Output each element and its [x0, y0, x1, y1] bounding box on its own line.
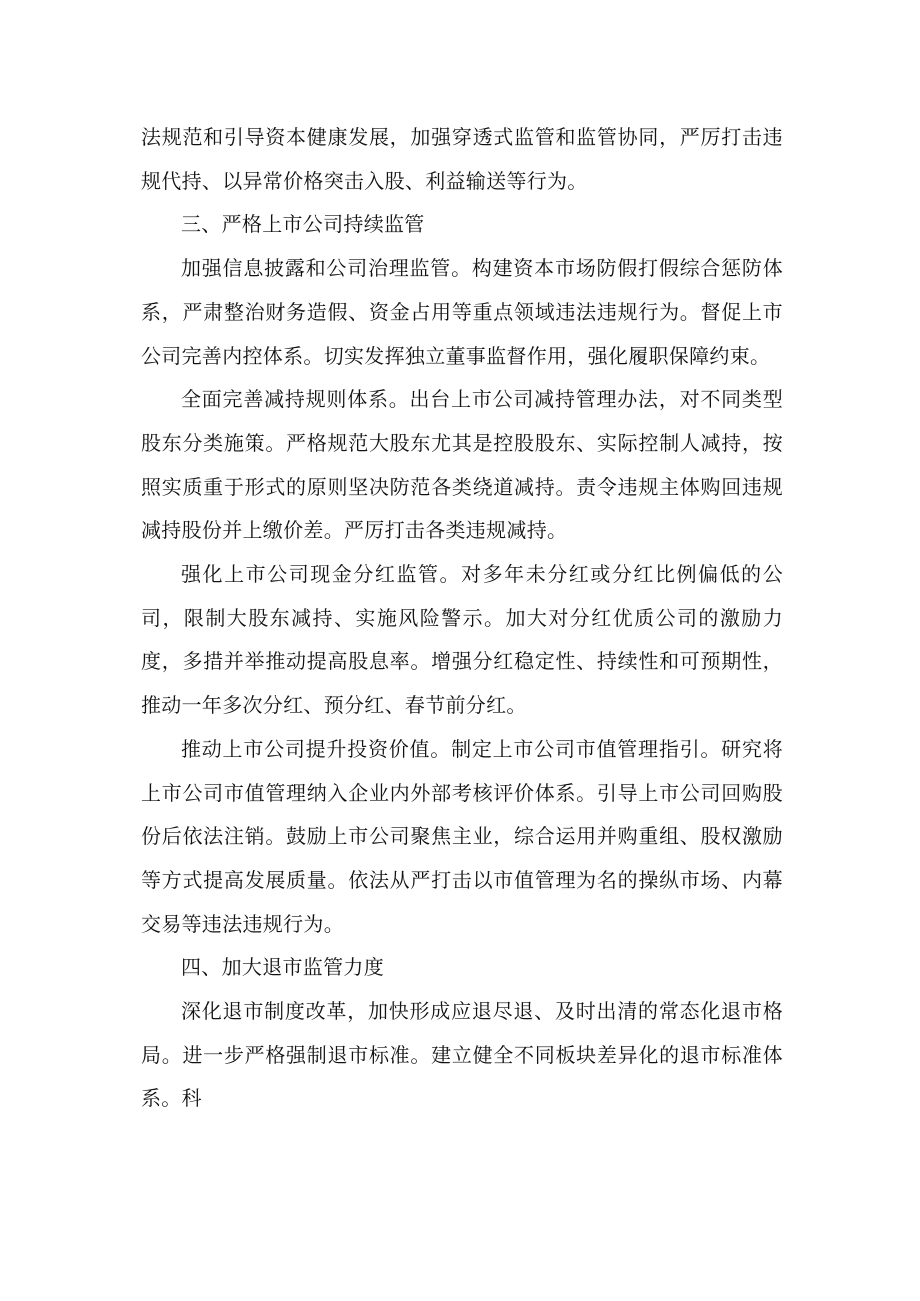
section-heading-three: 三、严格上市公司持续监管 [181, 212, 425, 237]
paragraph-reduction-rules: 全面完善减持规则体系。出台上市公司减持管理办法，对不同类型股东分类施策。严格规范大股东尤其是控股股东、实际控制人减持，按照实质重于形式的原则坚决防范各类绕道减持。责令违规主体购回违规减持股份并上缴价差。严厉打击各类违规减持。 [141, 387, 783, 543]
paragraph-delisting-reform: 深化退市制度改革，加快形成应退尽退、及时出清的常态化退市格局。进一步严格强制退市标准。建立健全不同板块差异化的退市标准体系。科 [141, 999, 783, 1111]
document-body [141, 116, 783, 1121]
section-heading-four: 四、加大退市监管力度 [181, 955, 384, 980]
paragraph-investment-value: 推动上市公司提升投资价值。制定上市公司市值管理指引。研究将上市公司市值管理纳入企业内外部考核评价体系。引导上市公司回购股份后依法注销。鼓励上市公司聚焦主业，综合运用并购重组、股权激励等方式提高发展质量。依法从严打击以市值管理为名的操纵市场、内幕交易等违法违规行为。 [141, 736, 783, 936]
paragraph-continuation: 法规范和引导资本健康发展，加强穿透式监管和监管协同，严厉打击违规代持、以异常价格突击入股、利益输送等行为。 [141, 125, 783, 193]
paragraph-disclosure-governance: 加强信息披露和公司治理监管。构建资本市场防假打假综合惩防体系，严肃整治财务造假、资金占用等重点领域违法违规行为。督促上市公司完善内控体系。切实发挥独立董事监督作用，强化履职保障约束。 [141, 256, 783, 368]
paragraph-cash-dividend: 强化上市公司现金分红监管。对多年未分红或分红比例偏低的公司，限制大股东减持、实施风险警示。加大对分红优质公司的激励力度，多措并举推动提高股息率。增强分红稳定性、持续性和可预期性，推动一年多次分红、预分红、春节前分红。 [141, 562, 783, 718]
